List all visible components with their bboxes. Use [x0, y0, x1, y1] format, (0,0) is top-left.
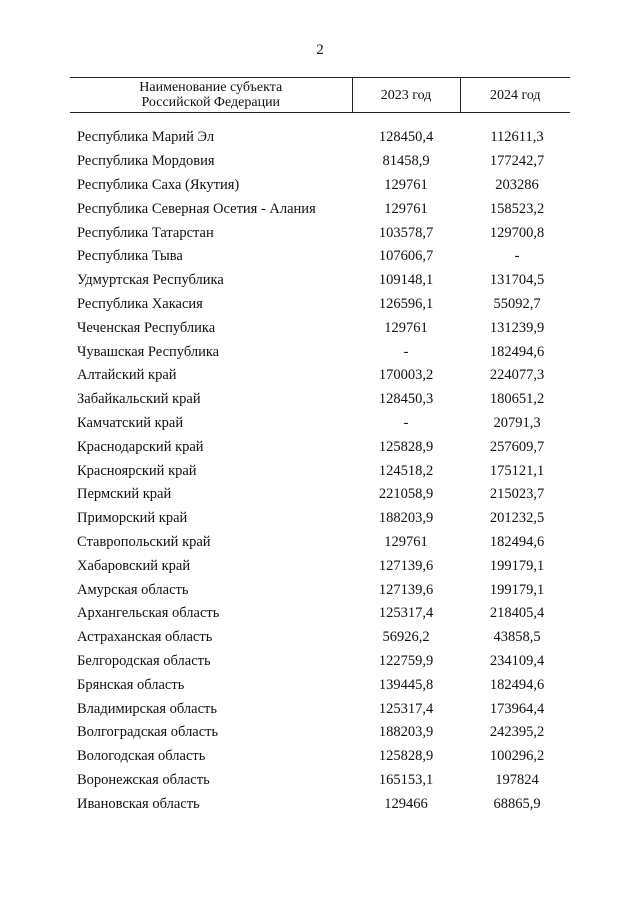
subject-name-cell: Республика Татарстан [77, 224, 214, 241]
value-2023-cell: 139445,8 [378, 676, 434, 693]
subject-name-cell: Астраханская область [77, 629, 213, 646]
value-2024-cell: 182494,6 [489, 533, 545, 550]
table-row [70, 412, 570, 436]
value-2023-cell: 109148,1 [378, 272, 434, 289]
value-2024-cell: 175121,1 [489, 462, 545, 479]
value-2023-cell: 129761 [384, 319, 428, 336]
value-2024-cell: 201232,5 [489, 510, 545, 527]
value-2024-cell: 224077,3 [489, 367, 545, 384]
value-2023-cell: 103578,7 [378, 224, 434, 241]
value-2024-cell: 68865,9 [493, 795, 541, 812]
table-row [70, 435, 570, 459]
table-row [70, 697, 570, 721]
subject-name-cell: Белгородская область [77, 652, 211, 669]
table-row [70, 673, 570, 697]
subject-name-cell: Архангельская область [77, 605, 220, 622]
value-2023-cell: 188203,9 [378, 510, 434, 527]
table-row [70, 578, 570, 602]
table-row [70, 269, 570, 293]
table-row [70, 626, 570, 650]
value-2024-cell: 203286 [495, 176, 539, 193]
table-row [70, 483, 570, 507]
value-2024-cell: 182494,6 [489, 676, 545, 693]
value-2024-cell: 234109,4 [489, 652, 545, 669]
table-row [70, 197, 570, 221]
subject-name-cell: Алтайский край [77, 367, 177, 384]
value-2023-cell: 127139,6 [378, 581, 434, 598]
table-header [70, 78, 570, 113]
value-2023-cell: 188203,9 [378, 724, 434, 741]
subject-name-cell: Республика Хакасия [77, 295, 203, 312]
value-2024-cell: 177242,7 [489, 153, 545, 170]
subject-name-cell: Ивановская область [77, 795, 200, 812]
value-2024-cell: 55092,7 [493, 295, 541, 312]
subject-name-cell: Республика Саха (Якутия) [77, 176, 240, 193]
table-row [70, 150, 570, 174]
value-2023-cell: 129761 [384, 533, 428, 550]
subject-name-cell: Забайкальский край [77, 391, 201, 408]
value-2023-cell: 170003,2 [378, 367, 434, 384]
table-row [70, 459, 570, 483]
table-row [70, 221, 570, 245]
subject-name-cell: Камчатский край [77, 414, 184, 431]
subject-name-cell: Волгоградская область [77, 724, 219, 741]
value-2024-cell: 242395,2 [489, 724, 545, 741]
value-2023-cell: - [403, 414, 409, 431]
table-row [70, 721, 570, 745]
value-2023-cell: 129466 [384, 795, 428, 812]
value-2024-cell: 182494,6 [489, 343, 545, 360]
header-year-2024: 2024 год [460, 78, 570, 113]
value-2024-cell: 215023,7 [489, 486, 545, 503]
subject-name-cell: Краснодарский край [77, 438, 204, 455]
value-2023-cell: 127139,6 [378, 557, 434, 574]
value-2023-cell: 107606,7 [378, 248, 434, 265]
value-2024-cell: 199179,1 [489, 557, 545, 574]
value-2023-cell: 129761 [384, 200, 428, 217]
value-2024-cell: 129700,8 [489, 224, 545, 241]
table-row [70, 126, 570, 150]
subject-name-cell: Чеченская Республика [77, 319, 216, 336]
table-row [70, 174, 570, 198]
subject-name-cell: Ставропольский край [77, 533, 211, 550]
subject-name-cell: Владимирская область [77, 700, 217, 717]
value-2023-cell: 56926,2 [382, 629, 430, 646]
value-2024-cell: 131704,5 [489, 272, 545, 289]
value-2024-cell: 199179,1 [489, 581, 545, 598]
value-2024-cell: 20791,3 [493, 414, 541, 431]
value-2023-cell: 126596,1 [378, 295, 434, 312]
page-number: 2 [316, 42, 324, 58]
subject-name-cell: Брянская область [77, 676, 185, 693]
table-row [70, 602, 570, 626]
table-body [70, 113, 570, 817]
subject-name-cell: Красноярский край [77, 462, 197, 479]
table-row [70, 531, 570, 555]
table-row [70, 792, 570, 816]
value-2024-cell: 218405,4 [489, 605, 545, 622]
header-spacer [70, 113, 570, 127]
subject-name-cell: Пермский край [77, 486, 172, 503]
subject-name-cell: Приморский край [77, 510, 188, 527]
value-2023-cell: 165153,1 [378, 771, 434, 788]
table-row [70, 388, 570, 412]
table-row [70, 650, 570, 674]
table-row [70, 769, 570, 793]
subject-name-cell: Республика Северная Осетия - Алания [77, 200, 316, 217]
table-row [70, 340, 570, 364]
value-2023-cell: - [403, 343, 409, 360]
subject-name-cell: Воронежская область [77, 771, 210, 788]
header-subject-name-line1: Наименование субъекта [139, 80, 283, 95]
subject-name-cell: Хабаровский край [77, 557, 191, 574]
subject-name-cell: Чувашская Республика [77, 343, 220, 360]
value-2024-cell: 257609,7 [489, 438, 545, 455]
table-row [70, 245, 570, 269]
value-2024-cell: 131239,9 [489, 319, 545, 336]
value-2023-cell: 221058,9 [378, 486, 434, 503]
value-2024-cell: 180651,2 [489, 391, 545, 408]
value-2024-cell: 197824 [495, 771, 539, 788]
subject-name-cell: Республика Тыва [77, 248, 183, 265]
subject-name-cell: Удмуртская Республика [77, 272, 224, 289]
value-2024-cell: 173964,4 [489, 700, 545, 717]
value-2024-cell: 112611,3 [490, 129, 544, 146]
value-2024-cell: - [514, 248, 520, 265]
header-subject-name [70, 78, 352, 113]
value-2023-cell: 125317,4 [378, 700, 434, 717]
value-2023-cell: 122759,9 [378, 652, 434, 669]
value-2024-cell: 100296,2 [489, 748, 545, 765]
table-row [70, 507, 570, 531]
subsidy-table [70, 77, 570, 816]
table-row [70, 293, 570, 317]
header-year-2023: 2023 год [352, 78, 460, 113]
value-2023-cell: 125317,4 [378, 605, 434, 622]
value-2023-cell: 81458,9 [382, 153, 430, 170]
value-2023-cell: 128450,3 [378, 391, 434, 408]
table-row [70, 316, 570, 340]
value-2023-cell: 125828,9 [378, 748, 434, 765]
header-subject-name-line2: Российской Федерации [141, 95, 281, 110]
value-2023-cell: 125828,9 [378, 438, 434, 455]
value-2024-cell: 43858,5 [493, 629, 541, 646]
subject-name-cell: Республика Марий Эл [77, 129, 215, 146]
table-row [70, 745, 570, 769]
table-row [70, 364, 570, 388]
subject-name-cell: Амурская область [77, 581, 189, 598]
value-2023-cell: 129761 [384, 176, 428, 193]
value-2023-cell: 124518,2 [378, 462, 434, 479]
subject-name-cell: Республика Мордовия [77, 153, 215, 170]
value-2023-cell: 128450,4 [378, 129, 434, 146]
subject-name-cell: Вологодская область [77, 748, 206, 765]
value-2024-cell: 158523,2 [489, 200, 545, 217]
table-row [70, 554, 570, 578]
